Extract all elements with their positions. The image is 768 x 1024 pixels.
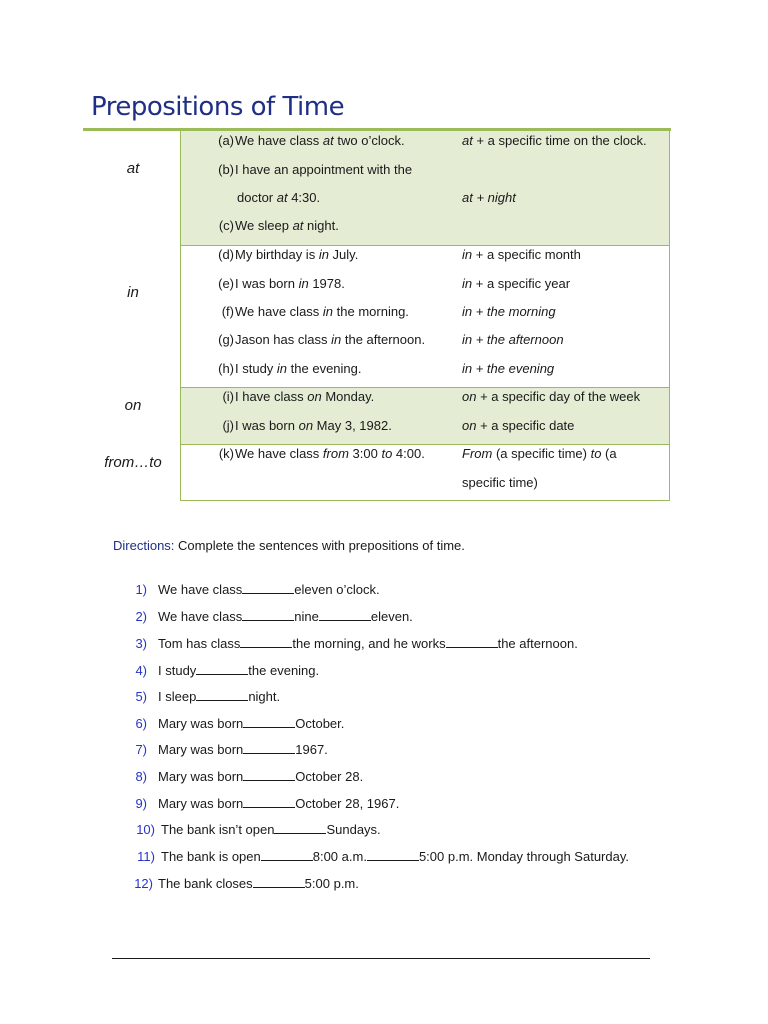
exercise-number: 3) [135, 636, 147, 651]
row-label: (b) [218, 162, 234, 177]
example-sentence: We sleep at night. [235, 218, 339, 233]
example-sentence: We have class from 3:00 to 4:00. [235, 446, 425, 461]
row-label: (a) [218, 133, 234, 148]
exercise-number: 4) [135, 663, 147, 678]
usage-rule: in + a specific year [462, 276, 571, 291]
row-label: (k) [218, 446, 234, 461]
usage-rule: in + a specific month [462, 247, 581, 262]
exercise-number: 2) [135, 609, 147, 624]
exercise-text: The bank closes 5:00 p.m. [158, 876, 359, 891]
usage-rule: on + a specific day of the week [462, 389, 641, 404]
term-in: in [127, 284, 139, 301]
exercise-text: We have class nine eleven. [158, 609, 413, 624]
exercise-number: 8) [135, 769, 147, 784]
exercise-text: Tom has class the morning, and he works the afternoon. [158, 636, 578, 651]
row-label: (g) [218, 332, 234, 347]
exercise-number: 7) [135, 742, 147, 757]
example-sentence: I study in the evening. [235, 361, 362, 376]
example-sentence: My birthday is in July. [235, 247, 359, 262]
term-at: at [126, 160, 140, 177]
answer-blank[interactable] [243, 716, 295, 728]
term-on: on [124, 397, 142, 414]
answer-blank[interactable] [242, 582, 294, 594]
exercise-number: 10) [136, 822, 155, 837]
page-title: Prepositions of Time [91, 92, 345, 122]
usage-rule: on + a specific date [462, 418, 575, 433]
exercise-number: 6) [135, 716, 147, 731]
example-sentence: doctor at 4:30. [237, 190, 321, 205]
answer-blank[interactable] [196, 663, 248, 675]
table-divider [181, 387, 669, 388]
exercise-number: 11) [137, 849, 155, 864]
row-label: (h) [218, 361, 234, 376]
exercise-number: 5) [135, 689, 147, 704]
answer-blank[interactable] [319, 609, 371, 621]
exercise-text: Mary was born October 28, 1967. [158, 796, 400, 811]
example-sentence: We have class in the morning. [235, 304, 409, 319]
example-sentence: I was born in 1978. [235, 276, 345, 291]
usage-rule: in + the afternoon [462, 332, 564, 347]
example-sentence: I have class on Monday. [235, 389, 375, 404]
exercise-text: Mary was born 1967. [158, 742, 328, 757]
footer-rule [112, 958, 650, 959]
row-label: (i) [222, 389, 234, 404]
row-label: (c) [218, 218, 234, 233]
exercise-number: 12) [134, 876, 153, 891]
answer-blank[interactable] [446, 636, 498, 648]
usage-rule: specific time) [462, 475, 538, 490]
answer-blank[interactable] [243, 742, 295, 754]
answer-blank[interactable] [243, 769, 295, 781]
directions-text: Complete the sentences with prepositions of time. [174, 538, 465, 553]
usage-rule: in + the morning [462, 304, 556, 319]
exercise-number: 9) [135, 796, 147, 811]
answer-blank[interactable] [253, 876, 305, 888]
usage-rule: at + a specific time on the clock. [462, 133, 647, 148]
table-divider [181, 245, 669, 246]
row-label: (f) [221, 304, 234, 319]
example-sentence: I was born on May 3, 1982. [235, 418, 392, 433]
usage-rule: From (a specific time) to (a [462, 446, 617, 461]
exercise-text: Mary was born October. [158, 716, 345, 731]
exercise-text: Mary was born October 28. [158, 769, 364, 784]
exercise-text: The bank isn’t open Sundays. [161, 822, 381, 837]
usage-rule: in + the evening [462, 361, 555, 376]
directions [113, 538, 465, 553]
answer-blank[interactable] [243, 796, 295, 808]
answer-blank[interactable] [367, 849, 419, 861]
directions-heading: Directions: [113, 538, 175, 553]
example-sentence: We have class at two o’clock. [235, 133, 405, 148]
row-label: (j) [222, 418, 234, 433]
table-divider [181, 444, 669, 445]
example-sentence: Jason has class in the afternoon. [235, 332, 426, 347]
row-label: (d) [218, 247, 234, 262]
exercise-text: I sleep night. [158, 689, 281, 704]
answer-blank[interactable] [274, 822, 326, 834]
row-label: (e) [218, 276, 234, 291]
exercise-text: The bank is open 8:00 a.m. 5:00 p.m. Monday through Saturday. [161, 849, 629, 864]
answer-blank[interactable] [242, 609, 294, 621]
term-from-to: from…to [104, 454, 162, 471]
exercise-text: We have class eleven o’clock. [158, 582, 380, 597]
answer-blank[interactable] [240, 636, 292, 648]
answer-blank[interactable] [196, 689, 248, 701]
exercise-text: I study the evening. [158, 663, 320, 678]
answer-blank[interactable] [261, 849, 313, 861]
usage-rule: at + night [462, 190, 516, 205]
example-sentence: I have an appointment with the [235, 162, 413, 177]
exercise-number: 1) [135, 582, 147, 597]
